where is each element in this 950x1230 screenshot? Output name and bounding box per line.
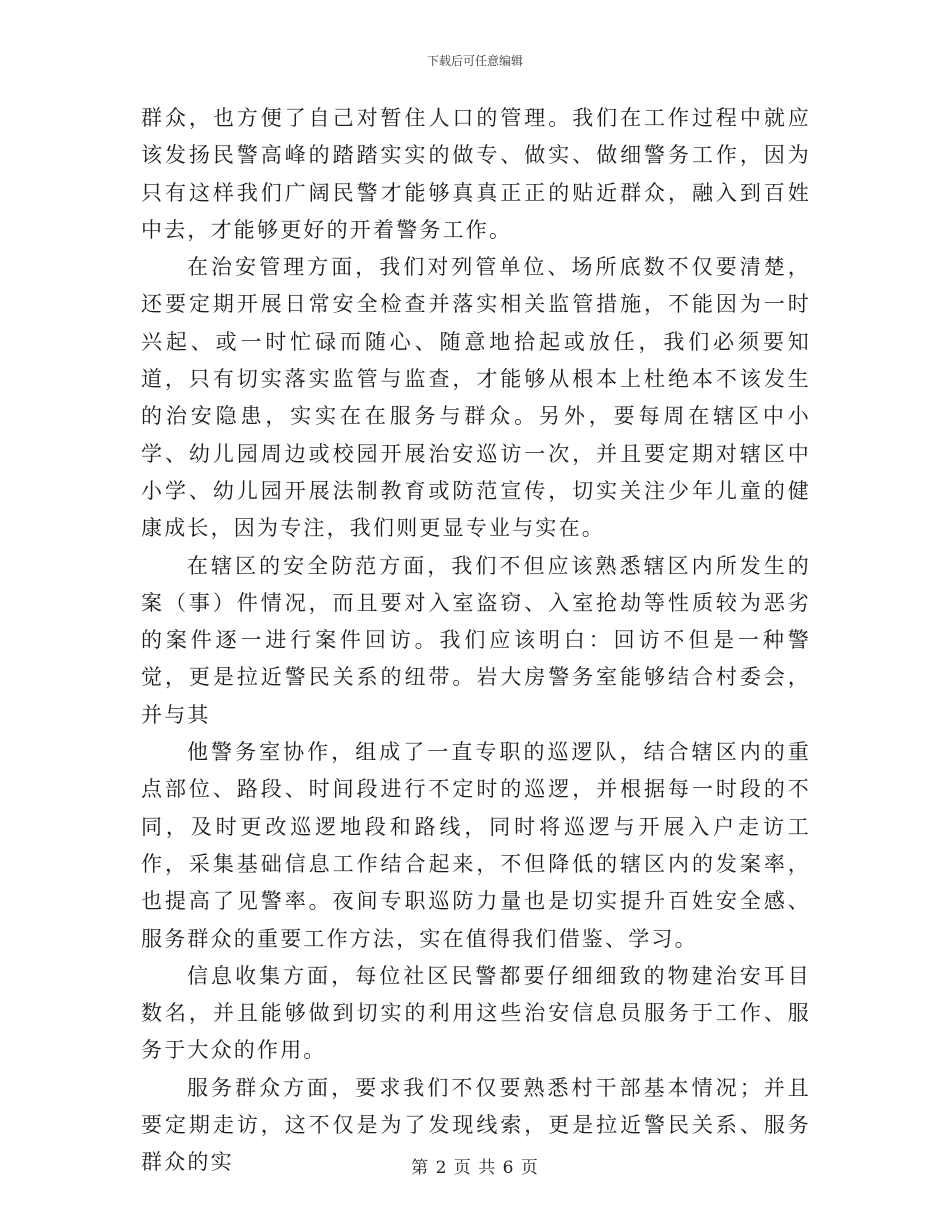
page-header: 下载后可任意编辑 xyxy=(426,54,523,68)
paragraph-6: 服务群众方面，要求我们不仅要熟悉村干部基本情况；并且要定期走访，这不仅是为了发现线索，更是拉近警民关系、服务群众的实 xyxy=(141,1075,811,1175)
paragraph-1: 群众，也方便了自己对暂住人口的管理。我们在工作过程中就应该发扬民警高峰的踏踏实实的做专、做实、做细警务工作，因为只有这样我们广阔民警才能够真真正正的贴近群众，融入到百姓中去，才能够更好的开着警务工作。 xyxy=(141,106,811,242)
paragraph-3: 在辖区的安全防范方面，我们不但应该熟悉辖区内所发生的案（事）件情况，而且要对入室盗窃、入室抢劫等性质较为恶劣的案件逐一进行案件回访。我们应该明白：回访不但是一种警觉，更是拉近警民关系的纽带。岩大房警务室能够结合村委会，并与其 xyxy=(141,553,811,727)
paragraph-2: 在治安管理方面，我们对列管单位、场所底数不仅要清楚，还要定期开展日常安全检查并落实相关监管措施，不能因为一时兴起、或一时忙碌而随心、随意地拾起或放任，我们必须要知道，只有切实落实监管与监查，才能够从根本上杜绝本不该发生的治安隐患，实实在在服务与群众。另外，要每周在辖区中小学、幼儿园周边或校园开展治安巡访一次，并且要定期对辖区中小学、幼儿园开展法制教育或防范宣传，切实关注少年儿童的健康成长，因为专注，我们则更显专业与实在。 xyxy=(141,255,811,541)
paragraph-4: 他警务室协作，组成了一直专职的巡逻队，结合辖区内的重点部位、路段、时间段进行不定时的巡逻，并根据每一时段的不同，及时更改巡逻地段和路线，同时将巡逻与开展入户走访工作，采集基础信息工作结合起来，不但降低的辖区内的发案率，也提高了见警率。夜间专职巡防力量也是切实提升百姓安全感、服务群众的重要工作方法，实在值得我们借鉴、学习。 xyxy=(141,740,811,951)
page-number: 第 2 页 共 6 页 xyxy=(411,1158,539,1178)
paragraph-5: 信息收集方面，每位社区民警都要仔细细致的物建治安耳目数名，并且能够做到切实的利用这些治安信息员服务于工作、服务于大众的作用。 xyxy=(141,963,811,1063)
document-body xyxy=(141,100,811,1182)
